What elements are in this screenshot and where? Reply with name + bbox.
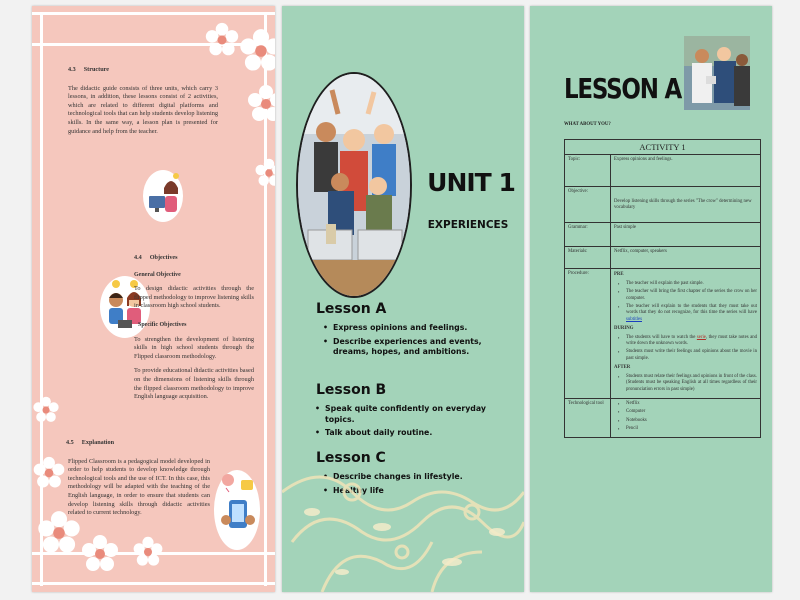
row-value: Netflix, computer, speakers: [611, 247, 761, 269]
flower-decoration: [132, 536, 164, 568]
phone-social-illustration: [214, 470, 260, 550]
subtitles-link[interactable]: subtitles: [626, 316, 642, 322]
explanation-paragraph: Flipped Classroom is a pedagogical model developed in order to help students to develop knowledge through technological tools and the use of ICT. In this case, this methodology will be adapted with the teaching of the English language, in order to ensure that students can develop listening skills through didactic activities related to current technology.: [68, 457, 210, 517]
section-title: Objectives: [149, 254, 178, 261]
lesson-objective: • Speak quite confidently on everyday topics.: [312, 404, 516, 425]
table-header-row: [565, 140, 761, 155]
row-label: Technological tool: [565, 398, 611, 437]
row-label: Grammar:: [565, 223, 611, 247]
students-classroom-photo: [296, 72, 412, 298]
row-value: Develop listening skills through the series "The crow" determining new vocabulary: [611, 187, 761, 223]
lesson-objective: • Healthy life: [320, 486, 516, 497]
general-objective-text: To design didactic activities through the flipped methodology to improve listening skills in classroom high school students.: [134, 285, 254, 310]
procedure-step-text: , they must take notes and write down the unknown words.: [626, 334, 757, 347]
section-number: 4.4: [134, 254, 142, 261]
flower-decoration: [204, 22, 240, 58]
objectives-section: [68, 254, 254, 408]
flower-decoration: [80, 534, 120, 574]
structure-section: [68, 66, 218, 142]
section-heading-objectives: [134, 254, 218, 263]
procedure-step: ▪ Students must write their feelings and opinions about the movie in past simple.: [614, 349, 757, 362]
tool-item: ▪ Pencil: [614, 426, 757, 432]
section-number: 4.5: [66, 439, 74, 446]
lesson-title: Lesson B: [316, 382, 387, 398]
procedure-step: ▪ The teacher will bring the first chapter of the series the crow on her computer.: [614, 289, 757, 302]
lesson-objective: • Talk about daily routine.: [312, 428, 516, 439]
row-label: Materials:: [565, 247, 611, 269]
lesson-objective: • Describe changes in lifestyle.: [320, 472, 516, 483]
procedure-step: [614, 335, 757, 348]
document-page-structure: [32, 6, 275, 592]
tool-item: ▪ Notebooks: [614, 418, 757, 424]
section-heading-structure: [68, 66, 218, 75]
procedure-step: ▪ Students must relate their feelings and opinions in front of the class. (Students must be speaking English at all times regardless of their pronunciation errors in past simple): [614, 374, 757, 393]
table-row: [565, 398, 761, 437]
flower-decoration: [238, 28, 275, 74]
section-number: 4.3: [68, 66, 76, 73]
explanation-section: [68, 439, 218, 524]
procedure-stage-title: PRE: [614, 272, 624, 278]
section-label: WHAT ABOUT YOU?: [564, 122, 611, 127]
procedure-step: ▪ The teacher will explain the past simple.: [614, 281, 757, 287]
row-label: Topic:: [565, 155, 611, 187]
tool-item: ▪ Netflix: [614, 401, 757, 407]
procedure-step-text: The students will have to watch the: [626, 334, 696, 340]
lesson-a-block: [316, 301, 516, 361]
activity-title: ACTIVITY 1: [565, 140, 761, 155]
procedure-stage-title: DURING: [614, 326, 634, 332]
document-page-lesson-plan: [530, 6, 772, 592]
flower-decoration: [32, 456, 66, 490]
flower-decoration: [32, 396, 60, 424]
structure-paragraph: The didactic guide consists of three units, which carry 3 lessons, in addition, these lessons consist of 2 activities, which are related to different digital platforms and technological tools that can help students develop listening skills. In the same way, a lesson plan is presented for guidance and help from the teacher.: [68, 84, 218, 135]
specific-objective-1: To strengthen the development of listening skills in high school students through the Flipped classroom methodology.: [134, 335, 254, 360]
procedure-stage-title: AFTER: [614, 365, 631, 371]
table-row: [565, 155, 761, 187]
section-heading-explanation: [66, 439, 218, 448]
procedure-step-text: The teacher will explain to the students that they must take out words that they do not recognize, for this time the series will have: [626, 304, 757, 316]
floral-swirl-decoration: [282, 432, 524, 592]
flower-decoration: [254, 158, 275, 188]
table-row: [565, 187, 761, 223]
serie-link[interactable]: serie: [696, 334, 706, 340]
tools-cell: [611, 398, 761, 437]
lesson-objective: • Describe experiences and events, dreams, hopes, and ambitions.: [320, 337, 500, 358]
table-row: [565, 269, 761, 399]
document-page-unit-cover: [282, 6, 524, 592]
lesson-title: Lesson C: [316, 450, 386, 466]
section-title: Explanation: [81, 439, 115, 446]
specific-objectives-title: Specific Objectives: [138, 321, 187, 328]
unit-subtitle: EXPERIENCES: [427, 219, 509, 231]
general-objective-title: General Objective: [134, 271, 181, 278]
procedure-cell: [611, 269, 761, 399]
specific-objective-2: To provide educational didactic activities based on the dimensions of listening skills through the flipped classroom methodology to improve English language acquisition.: [134, 367, 254, 401]
row-label: Objective:: [565, 187, 611, 223]
row-value: Past simple: [611, 223, 761, 247]
table-row: [565, 247, 761, 269]
section-title: Structure: [83, 66, 110, 73]
woman-at-computer-illustration: [143, 170, 183, 222]
flower-decoration: [246, 84, 275, 124]
students-photo: [684, 36, 750, 110]
row-label: Procedure:: [565, 269, 611, 399]
tool-item: ▪ Computer: [614, 409, 757, 415]
unit-title: UNIT 1: [427, 168, 515, 197]
lesson-objective: • Express opinions and feelings.: [320, 323, 516, 334]
procedure-step: [614, 304, 757, 323]
table-row: [565, 223, 761, 247]
lesson-title: Lesson A: [316, 301, 387, 317]
row-value: Express opinions and feelings.: [611, 155, 761, 187]
lesson-title: LESSON A: [564, 72, 682, 105]
activity-table: [564, 139, 761, 438]
